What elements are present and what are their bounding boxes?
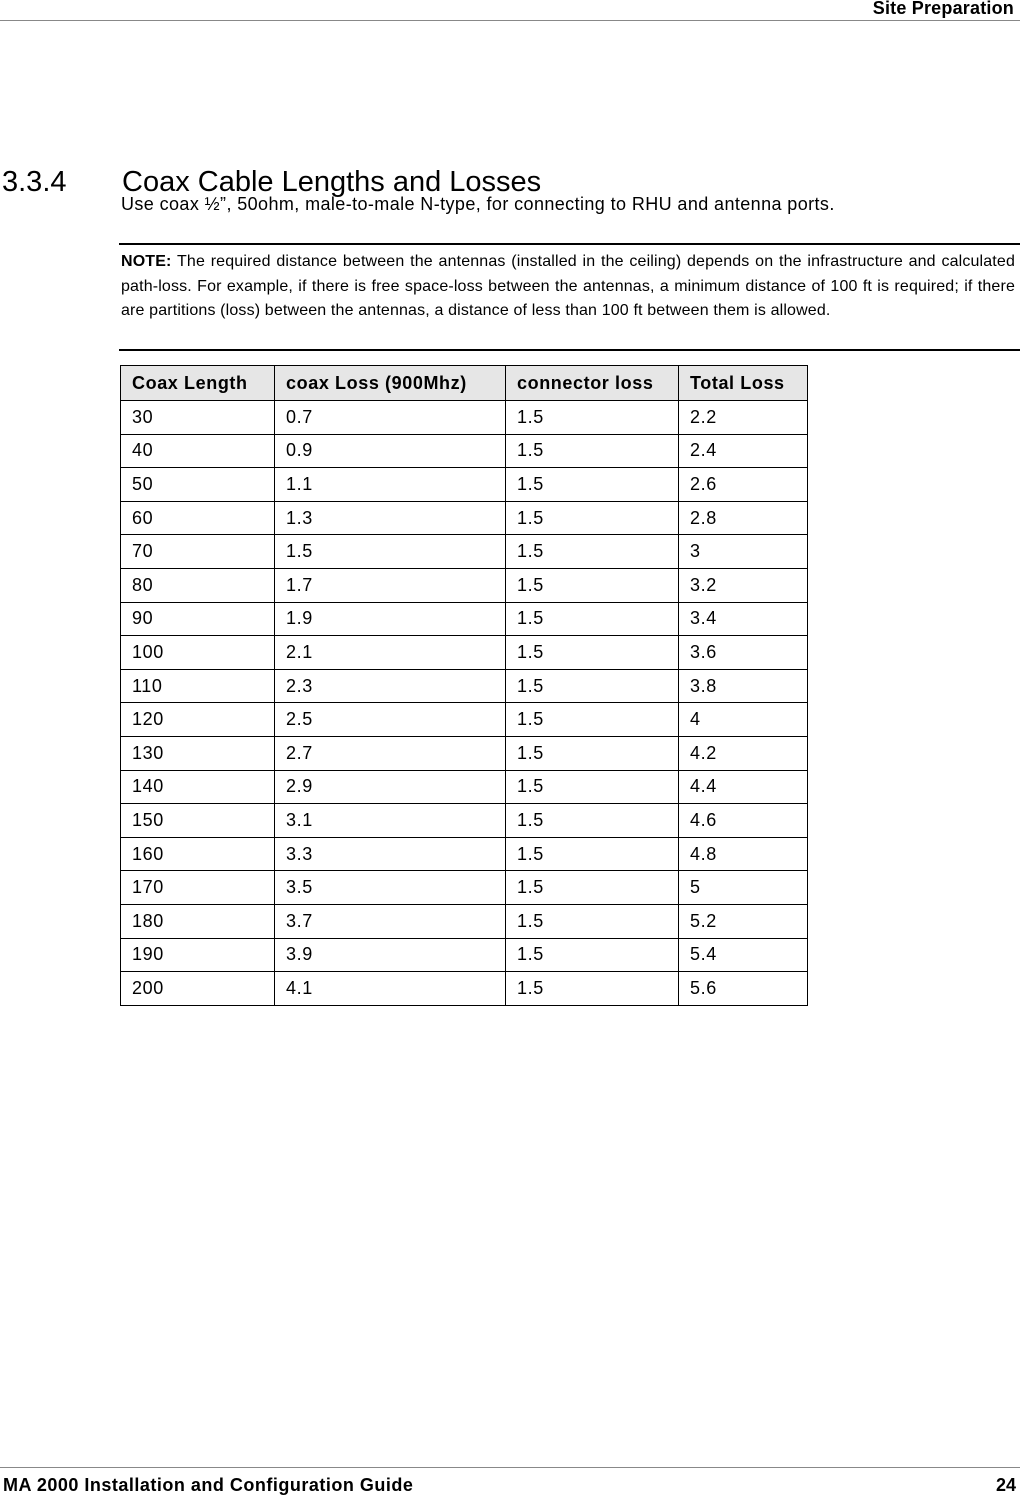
table-cell: 80 [121, 568, 275, 602]
table-cell: 180 [121, 904, 275, 938]
table-cell: 1.5 [506, 501, 679, 535]
intro-paragraph: Use coax ½”, 50ohm, male-to-male N-type, for connecting to RHU and antenna ports. [121, 194, 835, 214]
table-cell: 2.3 [275, 669, 506, 703]
table-cell: 130 [121, 736, 275, 770]
table-cell: 4.1 [275, 972, 506, 1006]
table-cell: 1.5 [506, 434, 679, 468]
table-cell: 50 [121, 468, 275, 502]
table-cell: 1.5 [506, 871, 679, 905]
table-cell: 1.7 [275, 568, 506, 602]
table-cell: 1.3 [275, 501, 506, 535]
table-row [121, 602, 808, 636]
table-cell: 3.2 [679, 568, 808, 602]
table-cell: 1.5 [506, 669, 679, 703]
table-cell: 4.6 [679, 804, 808, 838]
table-row [121, 938, 808, 972]
table-row [121, 434, 808, 468]
table-cell: 3 [679, 535, 808, 569]
table-cell: 1.5 [506, 568, 679, 602]
table-cell: 5.4 [679, 938, 808, 972]
table-cell: 2.5 [275, 703, 506, 737]
table-cell: 1.5 [506, 636, 679, 670]
table-row [121, 636, 808, 670]
table-cell: 100 [121, 636, 275, 670]
section-title: Coax Cable Lengths and Losses [122, 166, 542, 199]
table-cell: 120 [121, 703, 275, 737]
table-cell: 1.5 [506, 535, 679, 569]
table-row [121, 703, 808, 737]
table-cell: 4 [679, 703, 808, 737]
table-cell: 4.8 [679, 837, 808, 871]
table-cell: 3.4 [679, 602, 808, 636]
column-header: Total Loss [679, 366, 808, 401]
table-cell: 0.9 [275, 434, 506, 468]
table-cell: 1.5 [506, 770, 679, 804]
table-cell: 1.5 [506, 904, 679, 938]
table-cell: 2.7 [275, 736, 506, 770]
table-cell: 1.1 [275, 468, 506, 502]
table-cell: 3.8 [679, 669, 808, 703]
table-cell: 2.4 [679, 434, 808, 468]
table-cell: 3.7 [275, 904, 506, 938]
table-cell: 70 [121, 535, 275, 569]
table-cell: 1.5 [506, 972, 679, 1006]
table-cell: 1.5 [506, 468, 679, 502]
table-cell: 3.5 [275, 871, 506, 905]
table-cell: 30 [121, 401, 275, 435]
table-cell: 1.9 [275, 602, 506, 636]
table-row [121, 770, 808, 804]
table-cell: 3.6 [679, 636, 808, 670]
table-cell: 1.5 [506, 703, 679, 737]
note-top-rule [119, 243, 1020, 245]
table-row [121, 904, 808, 938]
table-row [121, 401, 808, 435]
table-cell: 2.9 [275, 770, 506, 804]
table-cell: 170 [121, 871, 275, 905]
column-header: coax Loss (900Mhz) [275, 366, 506, 401]
table-header-row [121, 366, 808, 401]
table-cell: 1.5 [506, 736, 679, 770]
table-cell: 190 [121, 938, 275, 972]
table-cell: 3.9 [275, 938, 506, 972]
column-header: Coax Length [121, 366, 275, 401]
table-row [121, 804, 808, 838]
table-cell: 4.2 [679, 736, 808, 770]
table-row [121, 501, 808, 535]
note-label: NOTE: [121, 253, 172, 270]
table-row [121, 669, 808, 703]
page-number: 24 [995, 1475, 1016, 1495]
table-cell: 5.6 [679, 972, 808, 1006]
column-header: connector loss [506, 366, 679, 401]
table-cell: 5.2 [679, 904, 808, 938]
table-cell: 3.3 [275, 837, 506, 871]
table-cell: 3.1 [275, 804, 506, 838]
table-cell: 200 [121, 972, 275, 1006]
note-bottom-rule [119, 349, 1020, 351]
table-row [121, 837, 808, 871]
table-cell: 5 [679, 871, 808, 905]
coax-loss-table [120, 365, 808, 1006]
table-cell: 2.1 [275, 636, 506, 670]
section-number: 3.3.4 [2, 166, 67, 199]
table-cell: 1.5 [506, 804, 679, 838]
table-row [121, 468, 808, 502]
table-row [121, 535, 808, 569]
table-row [121, 736, 808, 770]
running-header: Site Preparation [872, 0, 1014, 18]
table-row [121, 568, 808, 602]
table-cell: 4.4 [679, 770, 808, 804]
table-cell: 0.7 [275, 401, 506, 435]
table-body [121, 401, 808, 1006]
table-cell: 90 [121, 602, 275, 636]
table-cell: 1.5 [506, 837, 679, 871]
table-cell: 1.5 [506, 938, 679, 972]
footer-doc-title: MA 2000 Installation and Configuration Guide [3, 1475, 414, 1495]
table-cell: 60 [121, 501, 275, 535]
footer-divider [0, 1467, 1020, 1468]
table-cell: 1.5 [506, 602, 679, 636]
table-row [121, 972, 808, 1006]
table-row [121, 871, 808, 905]
note-block [121, 250, 1015, 324]
table-cell: 140 [121, 770, 275, 804]
table-cell: 160 [121, 837, 275, 871]
table-cell: 150 [121, 804, 275, 838]
table-cell: 2.6 [679, 468, 808, 502]
table-cell: 110 [121, 669, 275, 703]
table-cell: 40 [121, 434, 275, 468]
note-text: The required distance between the antennas (installed in the ceiling) depends on the infrastructure and calculated path-loss. For example, if there is free space-loss between the antennas, a minimum distance of 100 ft is required; if there are partitions (loss) between the antennas, a distance of less than 100 ft between them is allowed. [121, 253, 1015, 319]
table-cell: 2.2 [679, 401, 808, 435]
table-cell: 1.5 [506, 401, 679, 435]
table-cell: 1.5 [275, 535, 506, 569]
table-cell: 2.8 [679, 501, 808, 535]
header-divider [0, 20, 1020, 21]
